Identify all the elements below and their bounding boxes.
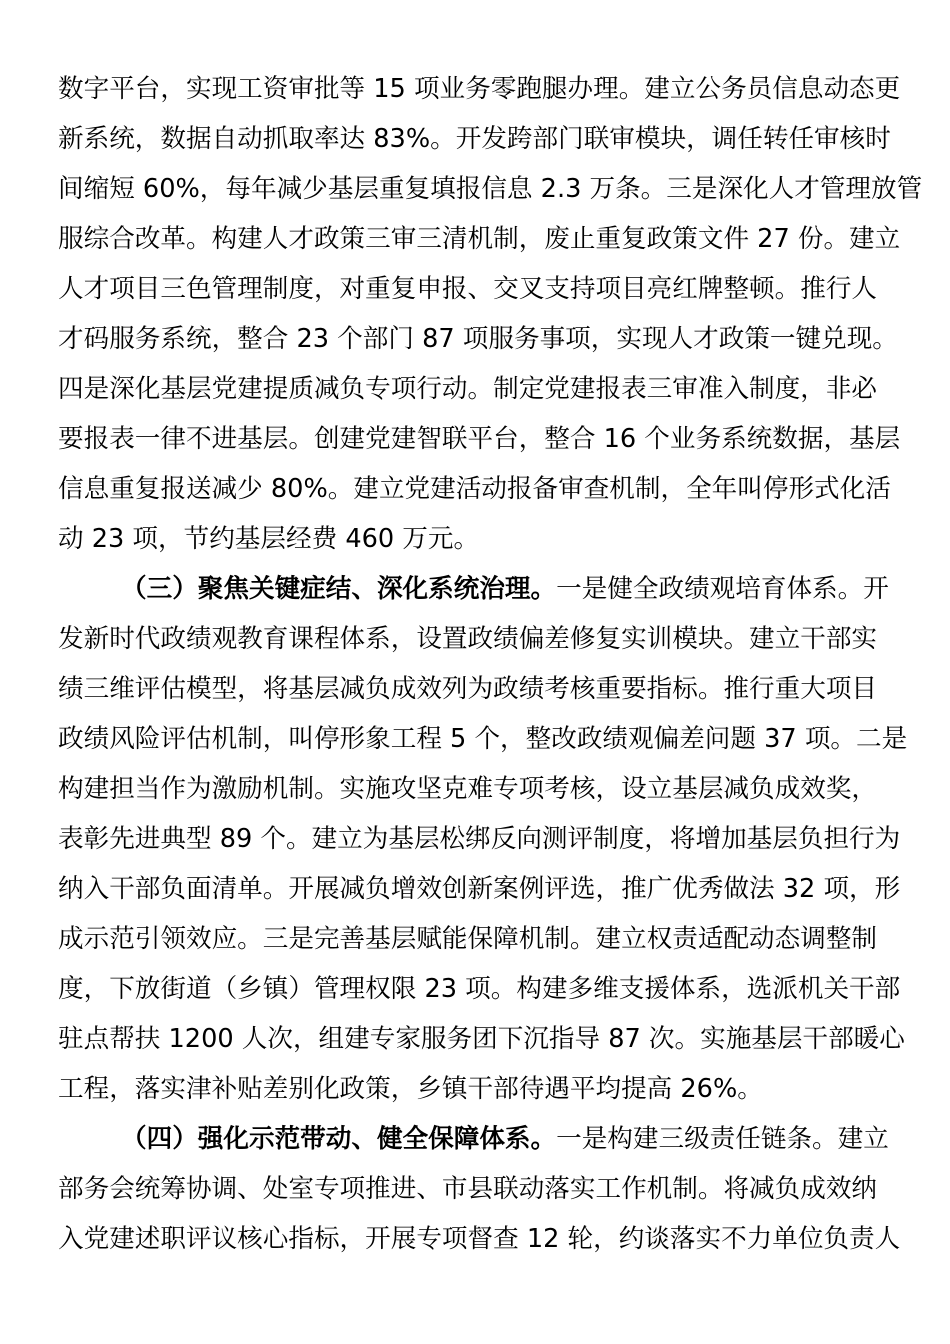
paragraph-line: 间缩短 60%，每年减少基层重复填报信息 2.3 万条。三是深化人才管理放管 — [58, 174, 923, 204]
paragraph-line: 新系统，数据自动抓取率达 83%。开发跨部门联审模块，调任转任审核时 — [58, 124, 891, 154]
section-3-first-line — [121, 571, 889, 607]
paragraph-line: 度，下放街道（乡镇）管理权限 23 项。构建多维支援体系，选派机关干部 — [58, 974, 901, 1004]
paragraph-line: 纳入干部负面清单。开展减负增效创新案例评选，推广优秀做法 32 项，形 — [58, 874, 901, 904]
paragraph-line: 发新时代政绩观教育课程体系，设置政绩偏差修复实训模块。建立干部实 — [58, 624, 878, 654]
paragraph-line: 动 23 项，节约基层经费 460 万元。 — [58, 524, 480, 554]
section-4-heading: （四）强化示范带动、健全保障体系。 — [121, 1124, 557, 1154]
paragraph-line: 成示范引领效应。三是完善基层赋能保障机制。建立权责适配动态调整制 — [58, 924, 878, 954]
paragraph-line: 构建担当作为激励机制。实施攻坚克难专项考核，设立基层减负成效奖， — [58, 774, 878, 804]
paragraph-line: 人才项目三色管理制度，对重复申报、交叉支持项目亮红牌整顿。推行人 — [58, 274, 878, 304]
section-3-first-line-text: 一是健全政绩观培育体系。开 — [556, 574, 889, 604]
paragraph-line: 入党建述职评议核心指标，开展专项督查 12 轮，约谈落实不力单位负责人 — [58, 1224, 901, 1254]
paragraph-line: 工程，落实津补贴差别化政策，乡镇干部待遇平均提高 26%。 — [58, 1074, 763, 1104]
paragraph-line: 要报表一律不进基层。创建党建智联平台，整合 16 个业务系统数据，基层 — [58, 424, 901, 454]
paragraph-line: 绩三维评估模型，将基层减负成效列为政绩考核重要指标。推行重大项目 — [58, 674, 878, 704]
paragraph-line: 数字平台，实现工资审批等 15 项业务零跑腿办理。建立公务员信息动态更 — [58, 74, 901, 104]
paragraph-line: 四是深化基层党建提质减负专项行动。制定党建报表三审准入制度，非必 — [58, 374, 878, 404]
paragraph-line: 服综合改革。构建人才政策三审三清机制，废止重复政策文件 27 份。建立 — [58, 224, 901, 254]
section-3-heading: （三）聚焦关键症结、深化系统治理。 — [121, 574, 557, 604]
section-4-first-line — [121, 1121, 889, 1157]
paragraph-line: 表彰先进典型 89 个。建立为基层松绑反向测评制度，将增加基层负担行为 — [58, 824, 901, 854]
paragraph-line: 才码服务系统，整合 23 个部门 87 项服务事项，实现人才政策一键兑现。 — [58, 324, 898, 354]
paragraph-line: 政绩风险评估机制，叫停形象工程 5 个，整改政绩观偏差问题 37 项。二是 — [58, 724, 908, 754]
section-4-first-line-text: 一是构建三级责任链条。建立 — [556, 1124, 889, 1154]
paragraph-line: 驻点帮扶 1200 人次，组建专家服务团下沉指导 87 次。实施基层干部暖心 — [58, 1024, 905, 1054]
paragraph-line: 部务会统筹协调、处室专项推进、市县联动落实工作机制。将减负成效纳 — [58, 1174, 878, 1204]
paragraph-line: 信息重复报送减少 80%。建立党建活动报备审查机制，全年叫停形式化活 — [58, 474, 891, 504]
